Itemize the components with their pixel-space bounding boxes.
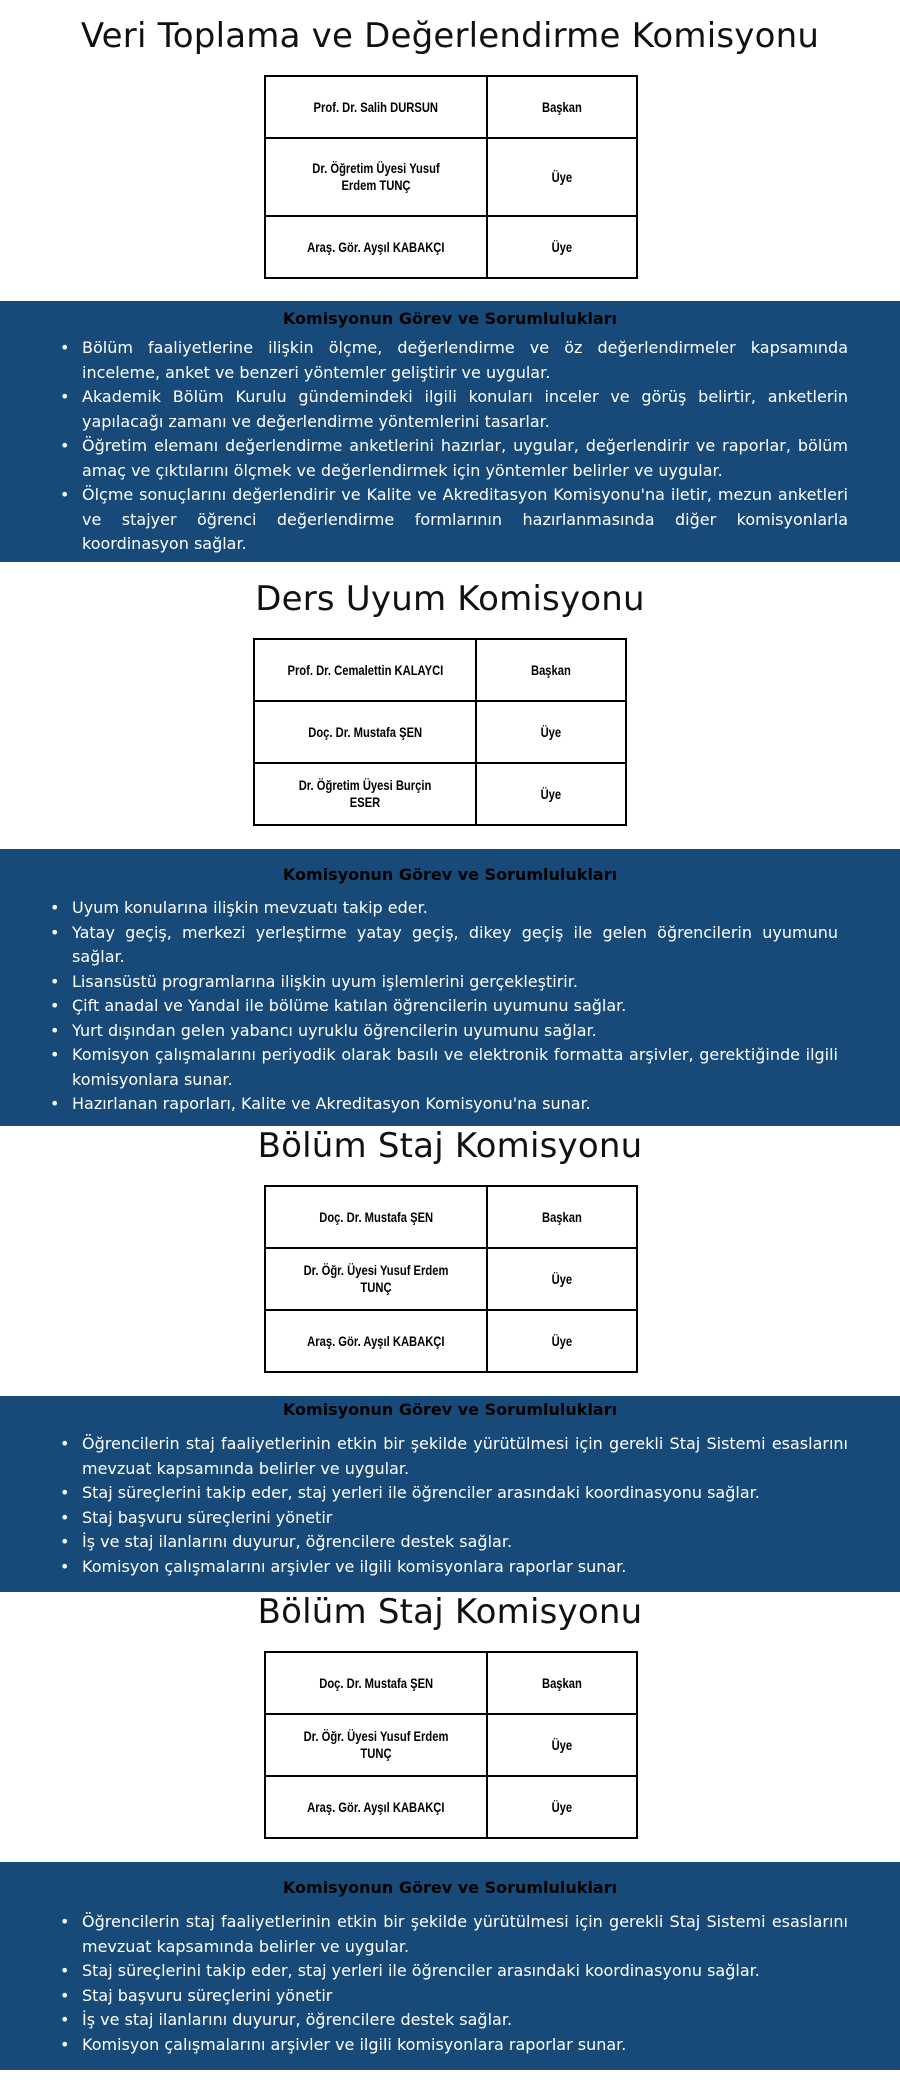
member-role: Başkan: [487, 76, 637, 138]
list-item: • Akademik Bölüm Kurulu gündemindeki ilgili konuları inceler ve görüş belirtir, anketlerin yapılacağı zamanı ve değerlendirme yöntemlerini tasarlar.: [82, 385, 848, 434]
member-name: Doç. Dr. Mustafa ŞEN: [265, 1652, 487, 1714]
member-role: Üye: [476, 701, 626, 763]
section-title: Bölüm Staj Komisyonu: [257, 1592, 643, 1632]
list-item: • Yatay geçiş, merkezi yerleştirme yatay geçiş, dikey geçiş ile gelen öğrencilerin uyumunu sağlar.: [72, 921, 838, 970]
member-name: Araş. Gör. Ayşıl KABAKÇI: [265, 1310, 487, 1372]
member-role: Üye: [487, 1776, 637, 1838]
member-name: Doç. Dr. Mustafa ŞEN: [254, 701, 476, 763]
member-name: Prof. Dr. Salih DURSUN: [265, 76, 487, 138]
member-name: Dr. Öğr. Üyesi Yusuf Erdem TUNÇ: [265, 1714, 487, 1776]
section-title: Bölüm Staj Komisyonu: [257, 1126, 643, 1166]
list-item: • Staj başvuru süreçlerini yönetir: [82, 1984, 848, 2009]
duties-list: [72, 896, 838, 1117]
duties-heading: Komisyonun Görev ve Sorumlulukları: [282, 1878, 618, 1897]
member-name: Dr. Öğretim Üyesi Yusuf Erdem TUNÇ: [265, 138, 487, 216]
duties-list: [82, 336, 848, 557]
member-role: Başkan: [476, 639, 626, 701]
section-title: Veri Toplama ve Değerlendirme Komisyonu: [80, 16, 820, 56]
list-item: • Komisyon çalışmalarını periyodik olarak basılı ve elektronik formatta arşivler, gerektiğinde ilgili komisyonlara sunar.: [72, 1043, 838, 1092]
members-table: [264, 1185, 638, 1373]
member-name: Prof. Dr. Cemalettin KALAYCI: [254, 639, 476, 701]
duties-heading: Komisyonun Görev ve Sorumlulukları: [282, 309, 618, 328]
member-role: Üye: [487, 138, 637, 216]
duties-panel: [0, 1396, 900, 1592]
member-name: Dr. Öğr. Üyesi Yusuf Erdem TUNÇ: [265, 1248, 487, 1310]
list-item: • Öğrencilerin staj faaliyetlerinin etkin bir şekilde yürütülmesi için gerekli Staj Sistemi esaslarını mevzuat kapsamında belirler ve uygular.: [82, 1910, 848, 1959]
table-row: [254, 763, 626, 825]
duties-list: [82, 1432, 848, 1579]
list-item: • Komisyon çalışmalarını arşivler ve ilgili komisyonlara raporlar sunar.: [82, 2033, 848, 2058]
members-table: [264, 75, 638, 279]
member-role: Başkan: [487, 1652, 637, 1714]
member-name: Araş. Gör. Ayşıl KABAKÇI: [265, 216, 487, 278]
table-row: [265, 138, 637, 216]
duties-heading: Komisyonun Görev ve Sorumlulukları: [282, 865, 618, 884]
list-item: • Ölçme sonuçlarını değerlendirir ve Kalite ve Akreditasyon Komisyonu'na iletir, mezun anketleri ve stajyer öğrenci değerlendirme formlarının hazırlanmasında diğer komisyonlarla koordinasyon sağlar.: [82, 483, 848, 557]
member-name: Doç. Dr. Mustafa ŞEN: [265, 1186, 487, 1248]
table-row: [265, 1776, 637, 1838]
list-item: • İş ve staj ilanlarını duyurur, öğrencilere destek sağlar.: [82, 2008, 848, 2033]
section-title: Ders Uyum Komisyonu: [255, 579, 645, 619]
member-role: Üye: [487, 1248, 637, 1310]
list-item: • Komisyon çalışmalarını arşivler ve ilgili komisyonlara raporlar sunar.: [82, 1555, 848, 1580]
list-item: • Çift anadal ve Yandal ile bölüme katılan öğrencilerin uyumunu sağlar.: [72, 994, 838, 1019]
list-item: • Hazırlanan raporları, Kalite ve Akreditasyon Komisyonu'na sunar.: [72, 1092, 838, 1117]
table-row: [254, 639, 626, 701]
member-name: Dr. Öğretim Üyesi Burçin ESER: [254, 763, 476, 825]
member-role: Üye: [487, 216, 637, 278]
table-row: [265, 216, 637, 278]
duties-panel: [0, 849, 900, 1126]
list-item: • Staj süreçlerini takip eder, staj yerleri ile öğrenciler arasındaki koordinasyonu sağlar.: [82, 1959, 848, 1984]
list-item: • Lisansüstü programlarına ilişkin uyum işlemlerini gerçekleştirir.: [72, 970, 838, 995]
table-row: [265, 1652, 637, 1714]
member-role: Üye: [476, 763, 626, 825]
member-role: Başkan: [487, 1186, 637, 1248]
duties-panel: [0, 301, 900, 562]
duties-panel: [0, 1862, 900, 2070]
members-table: [253, 638, 627, 826]
table-row: [265, 76, 637, 138]
list-item: • Staj başvuru süreçlerini yönetir: [82, 1506, 848, 1531]
table-row: [254, 701, 626, 763]
table-row: [265, 1310, 637, 1372]
list-item: • Yurt dışından gelen yabancı uyruklu öğrencilerin uyumunu sağlar.: [72, 1019, 838, 1044]
duties-list: [82, 1910, 848, 2057]
list-item: • Bölüm faaliyetlerine ilişkin ölçme, değerlendirme ve öz değerlendirmeler kapsamında inceleme, anket ve benzeri yöntemler geliştirir ve uygular.: [82, 336, 848, 385]
list-item: • Öğretim elemanı değerlendirme anketlerini hazırlar, uygular, değerlendirir ve raporlar, bölüm amaç ve çıktılarını ölçmek ve değerlendirmek için yöntemler belirler ve uygular.: [82, 434, 848, 483]
member-role: Üye: [487, 1310, 637, 1372]
member-role: Üye: [487, 1714, 637, 1776]
table-row: [265, 1714, 637, 1776]
table-row: [265, 1186, 637, 1248]
list-item: • Staj süreçlerini takip eder, staj yerleri ile öğrenciler arasındaki koordinasyonu sağlar.: [82, 1481, 848, 1506]
duties-heading: Komisyonun Görev ve Sorumlulukları: [282, 1400, 618, 1419]
table-row: [265, 1248, 637, 1310]
member-name: Araş. Gör. Ayşıl KABAKÇI: [265, 1776, 487, 1838]
list-item: • Uyum konularına ilişkin mevzuatı takip eder.: [72, 896, 838, 921]
members-table: [264, 1651, 638, 1839]
list-item: • İş ve staj ilanlarını duyurur, öğrencilere destek sağlar.: [82, 1530, 848, 1555]
list-item: • Öğrencilerin staj faaliyetlerinin etkin bir şekilde yürütülmesi için gerekli Staj Sistemi esaslarını mevzuat kapsamında belirler ve uygular.: [82, 1432, 848, 1481]
